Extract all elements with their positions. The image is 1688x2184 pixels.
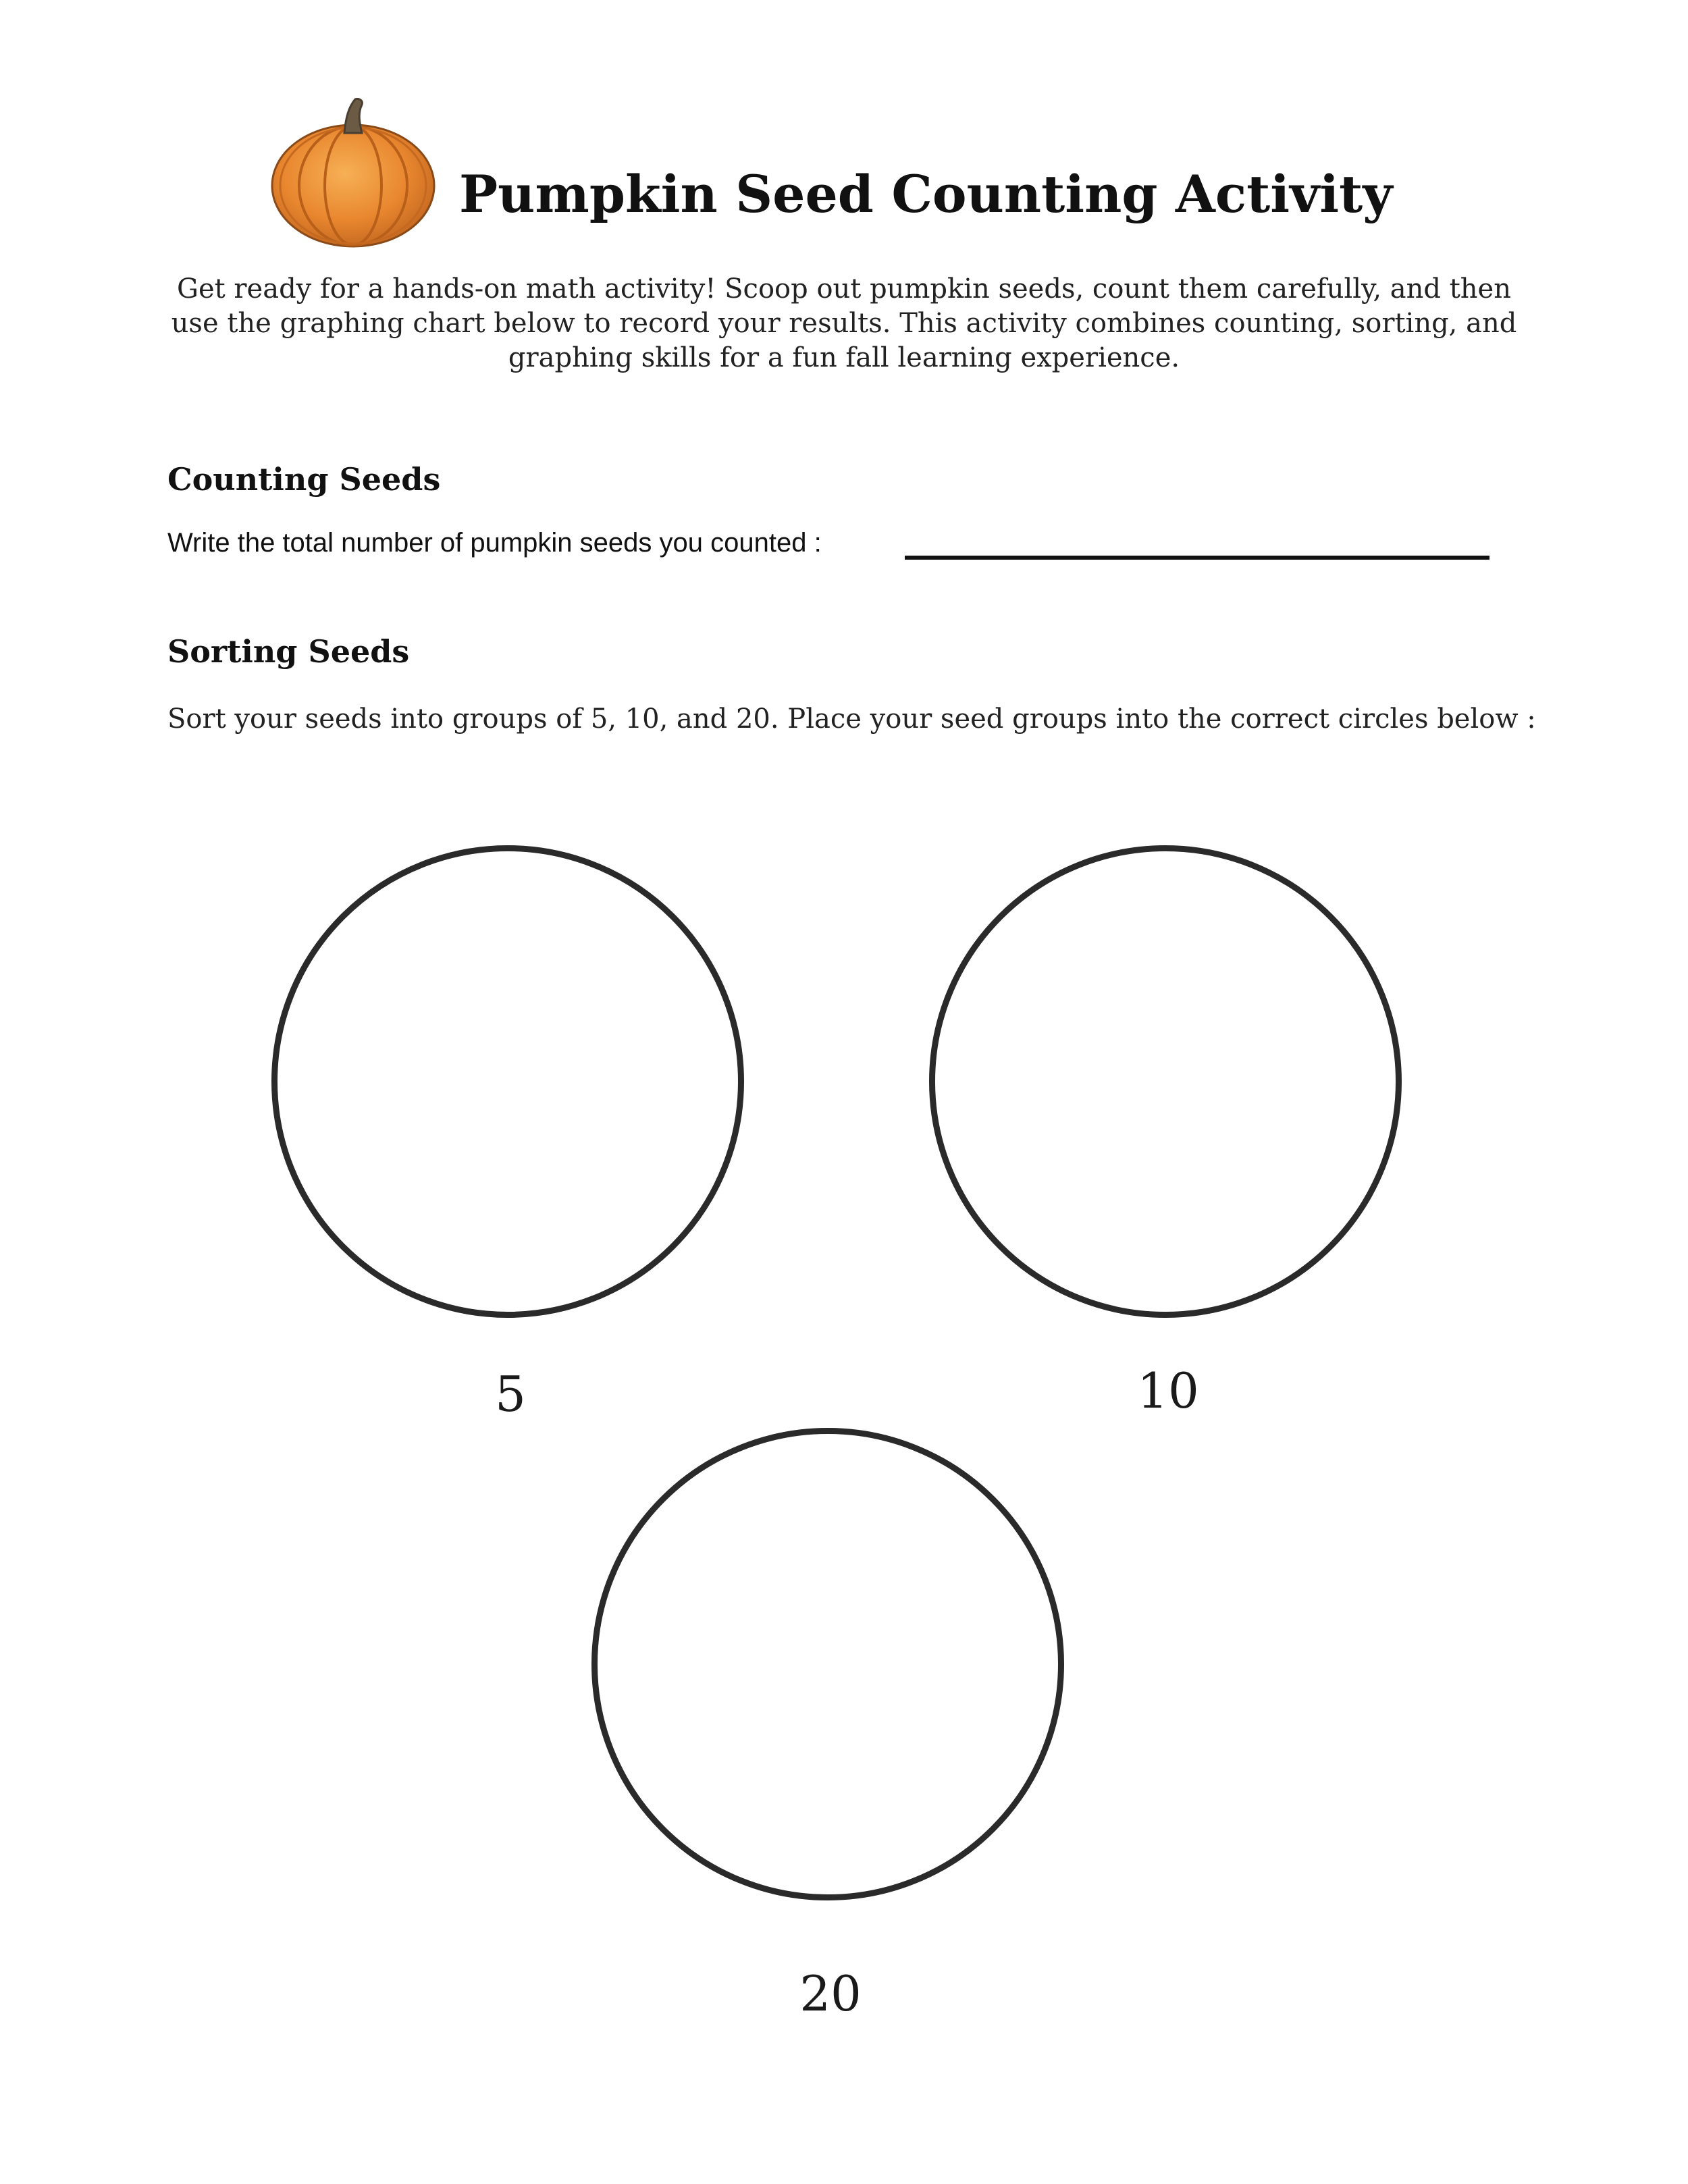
total-count-answer-line[interactable] xyxy=(905,556,1489,560)
intro-paragraph: Get ready for a hands-on math activity! Scoop out pumpkin seeds, count them carefully, and then use the graphing chart below to record your results. This activity combines counting, sorting, and graphing skills for a fun fall learning experience. xyxy=(171,273,1517,373)
sort-circle-10[interactable] xyxy=(929,845,1402,1318)
sorting-instruction: Sort your seeds into groups of 5, 10, and 20. Place your seed groups into the correct circles below : xyxy=(167,703,1536,735)
sort-circle-label-10: 10 xyxy=(1137,1362,1199,1419)
counting-seeds-heading: Counting Seeds xyxy=(167,461,441,498)
total-count-prompt: Write the total number of pumpkin seeds you counted : xyxy=(167,528,822,558)
sort-circle-label-5: 5 xyxy=(495,1366,526,1422)
sort-circle-20[interactable] xyxy=(591,1428,1064,1900)
sorting-seeds-heading: Sorting Seeds xyxy=(167,633,410,670)
sort-circle-label-20: 20 xyxy=(799,1965,862,2022)
page-title: Pumpkin Seed Counting Activity xyxy=(459,164,1393,224)
sort-circle-5[interactable] xyxy=(271,845,744,1318)
pumpkin-icon xyxy=(269,98,438,248)
